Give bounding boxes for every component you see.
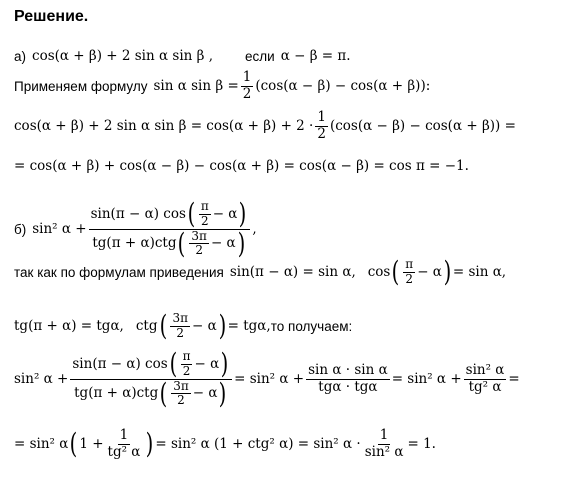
formula-line [14, 70, 430, 102]
part-b-main-fraction: sin(π − α) cos ( $\frac{\pi}{2}$ − α ) tg(π + α)ctg ( $\frac{3\pi}{2}$ − α ) [89, 200, 251, 258]
part-b-final: = sin² α ( 1 + $\frac{1}{\text{tg² α}}$ ) = sin² α (1 + ctg² α) = sin² α · $\frac{1}{\text{sin² α}}$ = 1. [14, 427, 436, 461]
part-a-step-1: cos(α + β) + 2 sin α sin β = cos(α + β) + 2 · $\frac{1}{2}$ (cos(α − β) − cos(α + β)) = [14, 109, 516, 142]
part-a-statement [14, 48, 351, 64]
formula-lhs: sin α sin β = [153, 78, 239, 95]
condition-expression: α − β = π. [280, 48, 351, 64]
fraction-one-half: $\frac{1}{2}$ [242, 69, 252, 102]
part-a-expression: cos(α + β) + 2 sin α sin β , [32, 48, 214, 64]
part-a-step-2: = cos(α + β) + cos(α − β) − cos(α + β) = cos(α − β) = cos π = −1. [14, 158, 469, 174]
reduction-line-2: tg(π + α) = tgα, ctg ( $\frac{3\pi}{2}$ − α ) = tgα, то получаем: [14, 309, 353, 343]
fraction-one-half: $\frac{1}{2}$ [317, 109, 326, 142]
part-a-label: а) [14, 48, 27, 64]
condition-word: если [245, 48, 275, 64]
part-b-statement: б) sin² α + sin(π − α) cos ( $\frac{\pi}{2}$ − α ) tg(π + α)ctg ( $\frac{3\pi}{2}$ − α ) , [14, 197, 257, 260]
formula-rhs: (cos(α − β) − cos(α + β)): [255, 78, 431, 95]
formula-intro: Применяем формулу [14, 78, 148, 94]
solution-heading: Решение. [14, 8, 89, 25]
reduction-line: так как по формулам приведения sin(π − α) = sin α, cos ( $\frac{\pi}{2}$ − α ) = sin α, [14, 255, 507, 289]
part-b-step-1: sin² α + sin(π − α) cos ( $\frac{\pi}{2}$ − α ) tg(π + α)ctg ( $\frac{3\pi}{2}$ − α ) = sin² α + $\frac{\text{sin α · sin α}}{\text{tgα · tgα}}$ = sin² α + $\frac{\text{sin² α}}{\text{tg² α}}$ = [14, 347, 520, 410]
